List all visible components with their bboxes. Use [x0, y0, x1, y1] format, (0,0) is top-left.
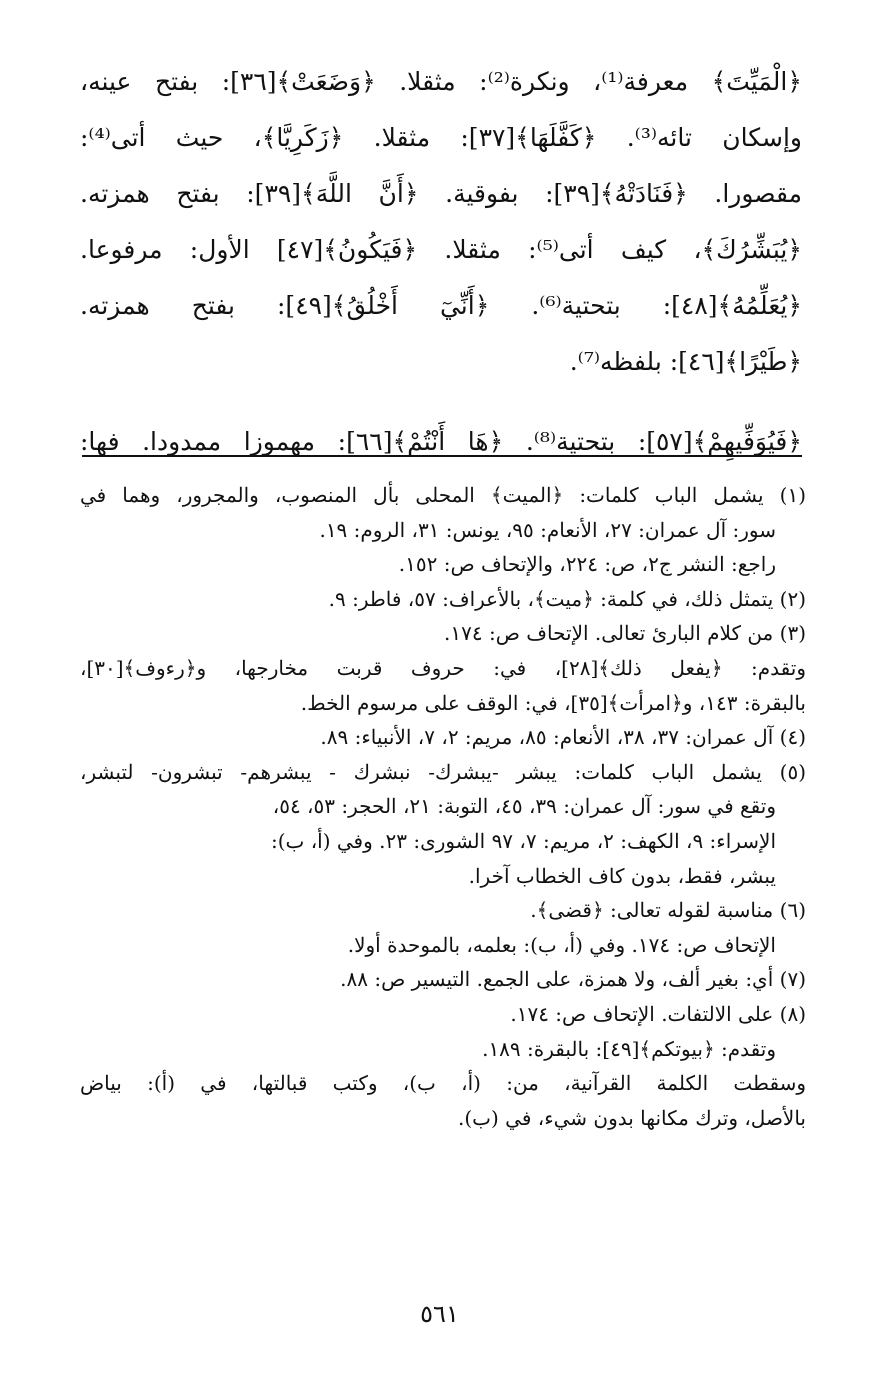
main-text-line: مقصورا. ﴿فَنَادَتْهُ﴾[٣٩]: بفوقية. ﴿أَنَّ اللَّهَ﴾[٣٩]: بفتح همزته.: [80, 179, 803, 208]
footnote-line: (٦) مناسبة لقوله تعالى: ﴿قضى﴾.: [530, 898, 806, 923]
paragraph-gap: [80, 390, 802, 414]
footnote-line: (٢) يتمثل ذلك، في كلمة: ﴿ميت﴾، بالأعراف: ٥٧، فاطر: ٩.: [328, 586, 806, 611]
footnote-line: (١) يشمل الباب كلمات: ﴿الميت﴾ المحلى بأل المنصوب، والمجرور، وهما في: [80, 483, 806, 507]
footnote-line: راجع: النشر ج٢، ص: ٢٢٤، والإتحاف ص: ١٥٢.: [398, 552, 776, 577]
footnote-line: سور: آل عمران: ٢٧، الأنعام: ٩٥، يونس: ٣١، الروم: ١٩.: [319, 517, 776, 542]
footnote-line: بالأصل، وترك مكانها بدون شيء، في (ب).: [458, 1105, 806, 1130]
footnote-line: بالبقرة: ١٤٣، و﴿امرأت﴾[٣٥]، في: الوقف على مرسوم الخط.: [300, 690, 806, 715]
footnote-separator: [82, 455, 802, 457]
main-text-line: ﴿يُبَشِّرُكَ﴾، كيف أتى⁽⁵⁾: مثقلا. ﴿فَيَكُونُ﴾[٤٧] الأول: مرفوعا.: [80, 235, 803, 264]
main-text-line: ﴿طَيْرًا﴾[٤٦]: بلفظه⁽⁷⁾.: [569, 347, 802, 376]
footnote-line: وسقطت الكلمة القرآنية، من: (أ، ب)، وكتب قبالتها، في (أ): بياض: [80, 1071, 806, 1096]
main-text-line: ﴿الْمَيِّتَ﴾ معرفة⁽¹⁾، ونكرة⁽²⁾: مثقلا. ﴿وَضَعَتْ﴾[٣٦]: بفتح عينه،: [80, 67, 803, 96]
footnote-line: (٥) يشمل الباب كلمات: يبشر -يبشرك- نبشرك - يبشرهم- تبشرون- لتبشر،: [80, 759, 806, 784]
main-text: [80, 54, 802, 470]
footnote-line: وتقدم: ﴿يفعل ذلك﴾[٢٨]، في: حروف قربت مخارجها، و﴿رءوف﴾[٣٠]،: [80, 655, 807, 680]
footnote-line: (٣) من كلام البارئ تعالى. الإتحاف ص: ١٧٤.: [444, 621, 806, 646]
main-text-line: وإسكان تائه⁽³⁾. ﴿كَفَّلَهَا﴾[٣٧]: مثقلا. ﴿زَكَرِيَّا﴾، حيث أتى⁽⁴⁾:: [80, 123, 802, 152]
footnote-line: (٨) على الالتفات. الإتحاف ص: ١٧٤.: [510, 1001, 806, 1026]
footnote-line: يبشر، فقط، بدون كاف الخطاب آخرا.: [468, 863, 776, 888]
footnote-line: وتقدم: ﴿بيوتكم﴾[٤٩]: بالبقرة: ١٨٩.: [482, 1036, 776, 1061]
footnote-line: (٧) أي: بغير ألف، ولا همزة، على الجمع. التيسير ص: ٨٨.: [340, 967, 806, 992]
main-text-line: ﴿فَيُوَفِّيهِمْ﴾[٥٧]: بتحتية⁽⁸⁾. ﴿هَا أَنْتُمْ﴾[٦٦]: مهموزا ممدودا. فها:: [80, 427, 802, 456]
page-number: ٥٦١: [420, 1300, 459, 1328]
footnote-line: الإسراء: ٩، الكهف: ٢، مريم: ٧، ٩٧ الشورى: ٢٣. وفي (أ، ب):: [270, 828, 776, 853]
footnotes: [80, 478, 806, 1135]
footnote-line: وتقع في سور: آل عمران: ٣٩، ٤٥، التوبة: ٢١، الحجر: ٥٣، ٥٤،: [272, 794, 776, 819]
footnote-line: الإتحاف ص: ١٧٤. وفي (أ، ب): بعلمه، بالموحدة أولا.: [347, 932, 776, 957]
main-text-line: ﴿يُعَلِّمُهُ﴾[٤٨]: بتحتية⁽⁶⁾. ﴿أَنِّيٓ أَخْلُقُ﴾[٤٩]: بفتح همزته.: [80, 291, 802, 320]
footnote-line: (٤) آل عمران: ٣٧، ٣٨، الأنعام: ٨٥، مريم: ٢، ٧، الأنبياء: ٨٩.: [320, 725, 806, 750]
